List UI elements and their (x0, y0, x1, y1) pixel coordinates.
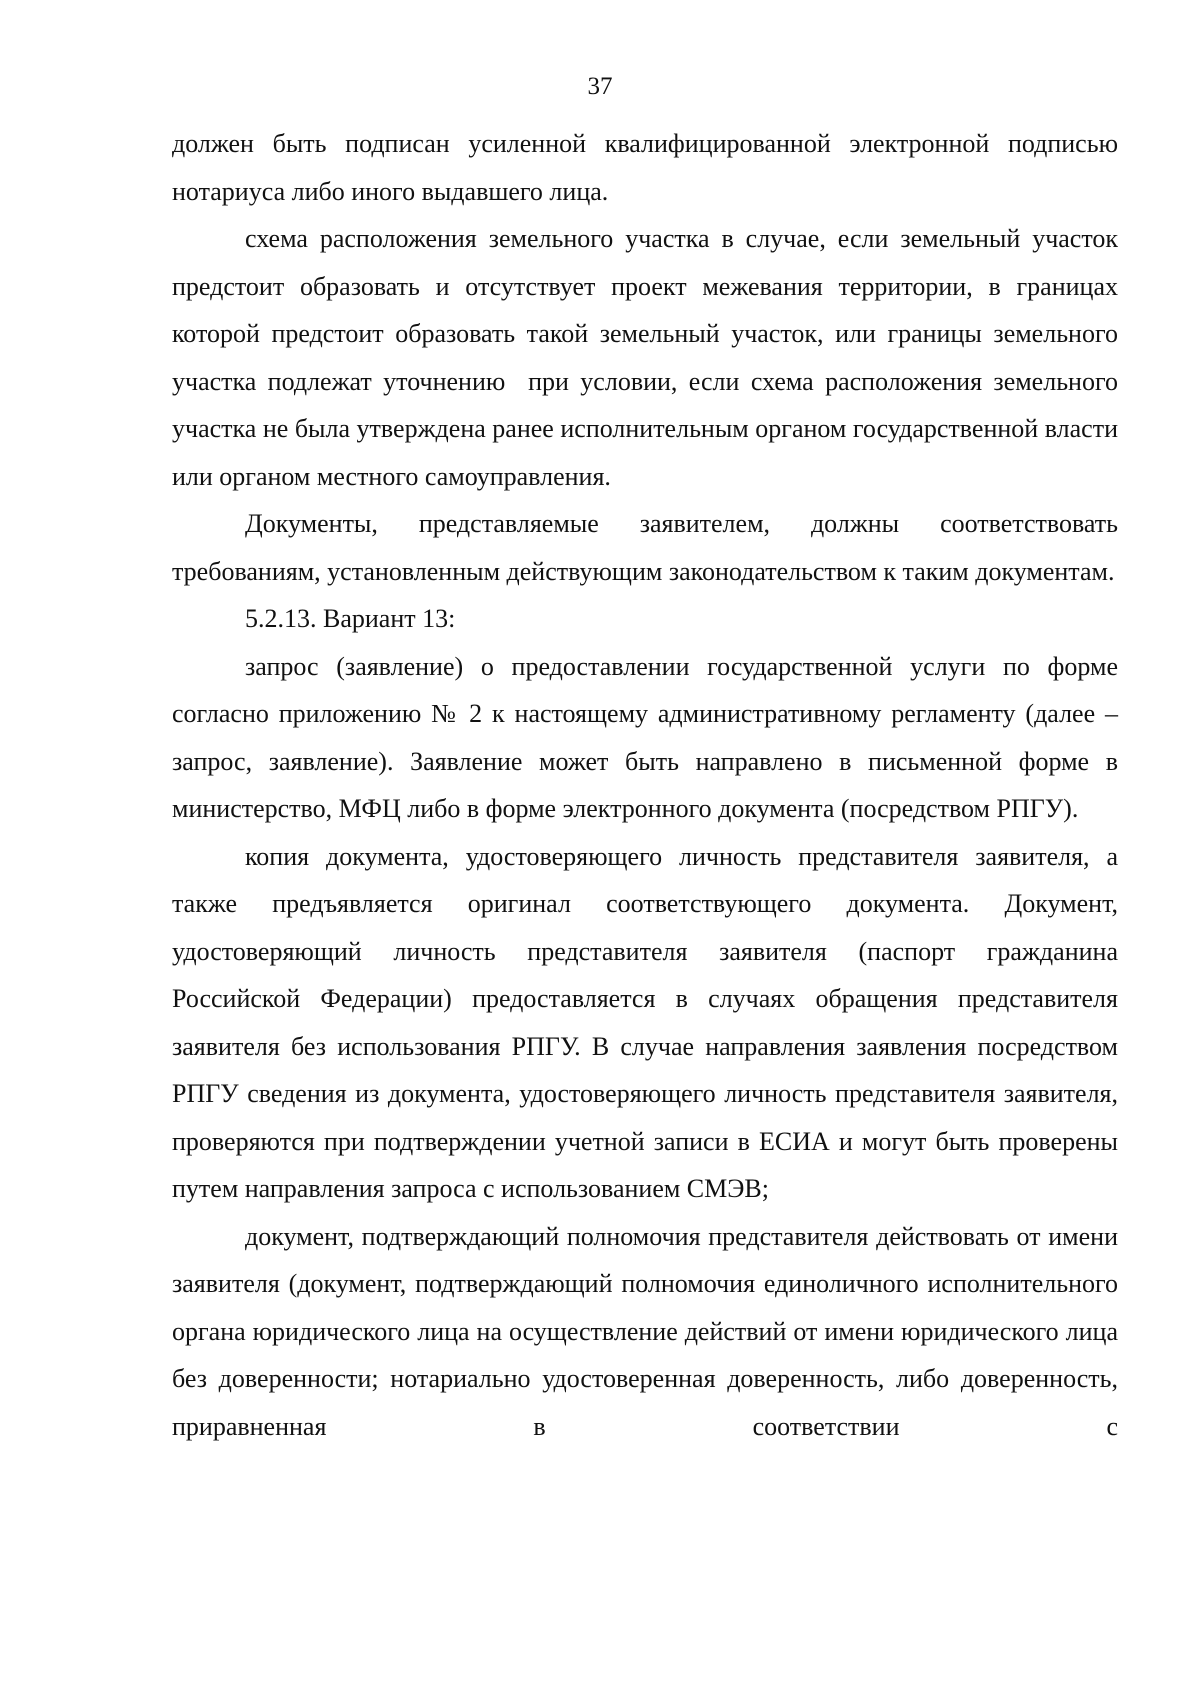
section-heading: 5.2.13. Вариант 13: (245, 604, 456, 633)
paragraph: документ, подтверждающий полномочия представителя действовать от имени заявителя (документ, подтверждающий полномочия единоличного исполнительного органа юридического лица на осуществление действий от имени юридического лица без доверенности; нотариально удостоверенная доверенность, либо доверенность, приравненная в соответствии с (172, 1221, 1125, 1441)
page-number: 37 (587, 73, 613, 100)
paragraph: должен быть подписан усиленной квалифицированной электронной подписью нотариуса либо иного выдавшего лица. (172, 129, 1125, 206)
paragraph: копия документа, удостоверяющего личность представителя заявителя, а также предъявляется оригинал соответствующего документа. Документ, удостоверяющий личность представителя заявителя (паспорт гражданина Российской Федерации) предоставляется в случаях обращения представителя заявителя без использования РПГУ. В случае направления заявления посредством РПГУ сведения из документа, удостоверяющего личность представителя заявителя, проверяются при подтверждении учетной записи в ЕСИА и могут быть проверены путем направления запроса с использованием СМЭВ; (172, 841, 1125, 1203)
paragraph: запрос (заявление) о предоставлении государственной услуги по форме согласно приложению № 2 к настоящему административному регламенту (далее – запрос, заявление). Заявление может быть направлено в письменной форме в министерство, МФЦ либо в форме электронного документа (посредством РПГУ). (172, 651, 1125, 823)
document-body (172, 120, 1125, 1450)
paragraph: схема расположения земельного участка в случае, если земельный участок предстоит образовать и отсутствует проект межевания территории, в границах которой предстоит образовать такой земельный участок, или границы земельного участка подлежат уточнению при условии, если схема расположения земельного участка не была утверждена ранее исполнительным органом государственной власти или органом местного самоуправления. (172, 224, 1125, 491)
paragraph: Документы, представляемые заявителем, должны соответствовать требованиям, установленным действующим законодательством к таким документам. (172, 509, 1125, 586)
